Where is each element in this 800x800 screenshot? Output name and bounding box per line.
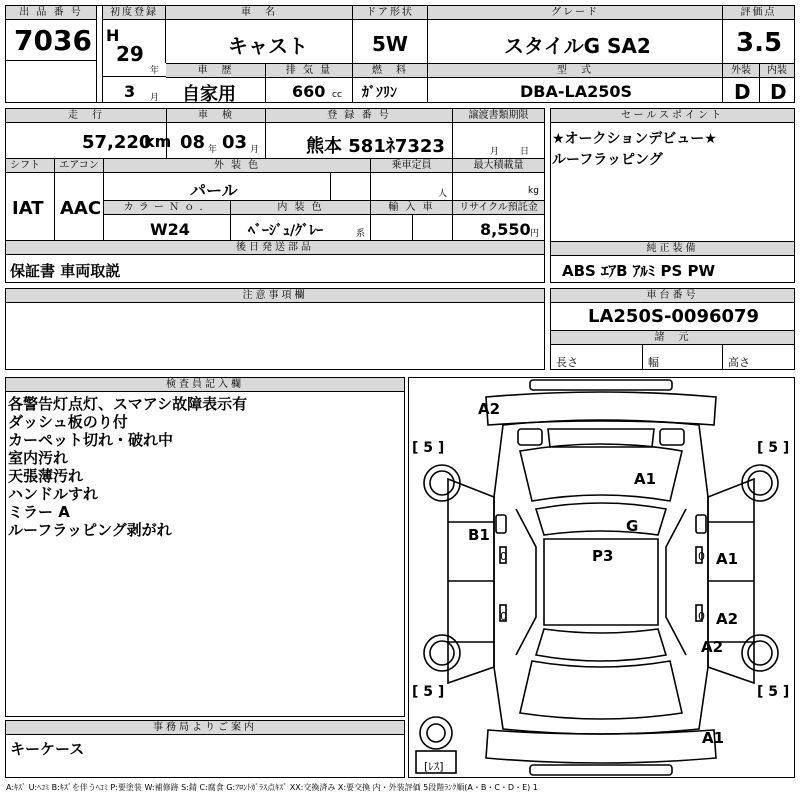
mileage: 57,220 <box>82 132 152 153</box>
transfer-month-unit: 月 <box>490 147 500 157</box>
inspection-year-unit: 年 <box>208 145 218 155</box>
fuel: ｶﾞｿﾘﾝ <box>362 85 397 101</box>
damage-mark: P3 <box>592 547 614 565</box>
legend-text: A:ｷｽﾞ U:ﾍｺﾐ B:ｷｽﾞを伴うﾍｺﾐ P:要塗装 W:補修跡 S:錆 C:腐食 G:ﾌﾛﾝﾄｶﾞﾗｽ点ｷｽﾞ XX:交換済み X:要交換 内・外装評価 5段階ﾗﾝｸ順(A・B・C・D・E) 1 <box>6 783 538 792</box>
grade-label: グレード <box>428 6 722 20</box>
inspection-year: 08 <box>180 132 206 153</box>
recycle-fee: 8,550 <box>480 220 531 239</box>
max-load-unit: kg <box>528 186 539 196</box>
year-unit: 年 <box>150 66 160 76</box>
office-label: 事務局よりご案内 <box>6 721 404 735</box>
damage-mark: A2 <box>716 610 739 628</box>
later-parts-text: 保証書 車両取説 <box>10 262 121 280</box>
month-unit: 月 <box>150 93 160 103</box>
first-reg-label: 初度登録 <box>103 6 165 20</box>
color-label: 外 装 色 <box>104 159 370 173</box>
tire-front-right: [ 5 ] <box>757 440 790 456</box>
shift: IAT <box>12 198 44 219</box>
car-name-label: 車 名 <box>166 6 352 20</box>
damage-mark: A2 <box>478 400 501 418</box>
interior-grade: D <box>770 80 787 104</box>
color: パール <box>190 181 238 200</box>
damage-mark: B1 <box>468 526 490 544</box>
shift-label: シフト <box>6 159 54 173</box>
recycle-unit: 円 <box>530 229 540 239</box>
history-label: 車 歴 <box>166 64 265 78</box>
fuel-label: 燃 料 <box>353 64 427 78</box>
displacement-label: 排 気 量 <box>266 64 352 78</box>
door-label: ドア形状 <box>353 6 427 20</box>
car-name: キャスト <box>228 34 308 58</box>
inspector-line: 各警告灯点灯、スマアシ故障表示有 <box>8 395 248 413</box>
specs-label: 諸 元 <box>551 331 794 345</box>
transfer-day-unit: 日 <box>520 147 530 157</box>
tire-front-left: [ 5 ] <box>412 440 445 456</box>
inspector-line: ダッシュ板のり付 <box>8 413 128 431</box>
equipment-label: 純正装備 <box>551 242 794 256</box>
model-code-label: 型 式 <box>428 64 722 78</box>
displacement-unit: cc <box>332 90 342 100</box>
transfer-label: 譲渡書類期限 <box>453 109 544 123</box>
inspector-line: 室内汚れ <box>8 449 69 467</box>
inspector-line: ミラー A <box>8 503 70 521</box>
mileage-unit: km <box>144 132 172 151</box>
office-text: キーケース <box>10 740 85 758</box>
door-zero: 0 <box>698 610 705 623</box>
inspector-line: 天張薄汚れ <box>8 467 84 485</box>
lot-number: 7036 <box>14 24 92 57</box>
score-label: 評価点 <box>723 6 794 20</box>
plate-label: 登 録 番 号 <box>266 109 452 123</box>
first-reg-year: 29 <box>116 42 144 66</box>
max-load-label: 最大積載量 <box>453 159 544 173</box>
aircon-label: エアコン <box>55 159 103 173</box>
inspection-month-unit: 月 <box>250 145 260 155</box>
equipment-text: ABS ｴｱB ｱﾙﾐ PS PW <box>562 262 716 280</box>
sales-points-label: セールスポイント <box>551 109 794 123</box>
width-label: 幅 <box>648 356 659 369</box>
first-reg-month: 3 <box>124 82 136 101</box>
model-code: DBA-LA250S <box>520 82 632 101</box>
plate-number: 熊本 581ﾈ7323 <box>306 136 445 157</box>
inspector-line: ハンドルすれ <box>8 485 99 503</box>
door-zero: 0 <box>500 550 507 563</box>
interior-color-suffix: 系 <box>356 229 366 239</box>
capacity-label: 乗車定員 <box>371 159 452 173</box>
mileage-label: 走 行 <box>6 109 166 123</box>
notes-label: 注意事項欄 <box>6 289 544 303</box>
displacement: 660 <box>292 82 326 101</box>
chassis-label: 車台番号 <box>551 289 794 303</box>
door-zero: 0 <box>698 550 705 563</box>
door-zero: 0 <box>500 610 507 623</box>
exterior-label: 外装 <box>723 64 759 78</box>
chassis-number: LA250S-0096079 <box>588 306 760 327</box>
door-type: 5W <box>372 32 408 56</box>
aircon: AAC <box>60 198 102 219</box>
color-no-label: カ ラ ー Ｎ ｏ ． <box>104 201 230 215</box>
damage-mark: G <box>626 517 639 535</box>
car-diagram <box>408 377 795 778</box>
sales-point-line: ルーフラッピング <box>552 152 663 168</box>
damage-mark: A1 <box>716 550 739 568</box>
tire-rear-right: [ 5 ] <box>757 684 790 700</box>
interior-color-label: 内 装 色 <box>231 201 370 215</box>
height-label: 高さ <box>728 356 750 369</box>
sales-point-line: ★オークションデビュー★ <box>552 131 717 147</box>
interior-color: ﾍﾞｰｼﾞｭ/ｸﾞﾚｰ <box>248 223 324 239</box>
interior-label: 内装 <box>760 64 794 78</box>
inspector-line: ルーフラッピング剥がれ <box>8 521 172 539</box>
score: 3.5 <box>736 28 783 58</box>
color-no: W24 <box>150 220 190 239</box>
lot-label: 出 品 番 号 <box>6 6 96 20</box>
inspector-label: 検査員記入欄 <box>6 378 404 392</box>
grade: スタイルG SA2 <box>504 34 651 58</box>
exterior-grade: D <box>734 80 751 104</box>
recycle-label: リサイクル預託金 <box>453 201 544 215</box>
tire-rear-left: [ 5 ] <box>412 684 445 700</box>
damage-mark: A2 <box>701 638 724 656</box>
inspection-label: 車 検 <box>167 109 265 123</box>
spare-tire: [ﾚｽ] <box>424 760 444 773</box>
damage-mark: A1 <box>634 470 657 488</box>
length-label: 長さ <box>556 356 578 369</box>
era: H <box>106 26 120 45</box>
capacity-unit: 人 <box>438 189 448 199</box>
inspector-line: カーペット切れ・破れ中 <box>8 431 174 449</box>
damage-mark: A1 <box>702 729 725 747</box>
import-label: 輸 入 車 <box>371 201 452 215</box>
inspection-month: 03 <box>222 132 248 153</box>
history: 自家用 <box>182 84 236 105</box>
later-parts-label: 後日発送部品 <box>6 241 544 255</box>
